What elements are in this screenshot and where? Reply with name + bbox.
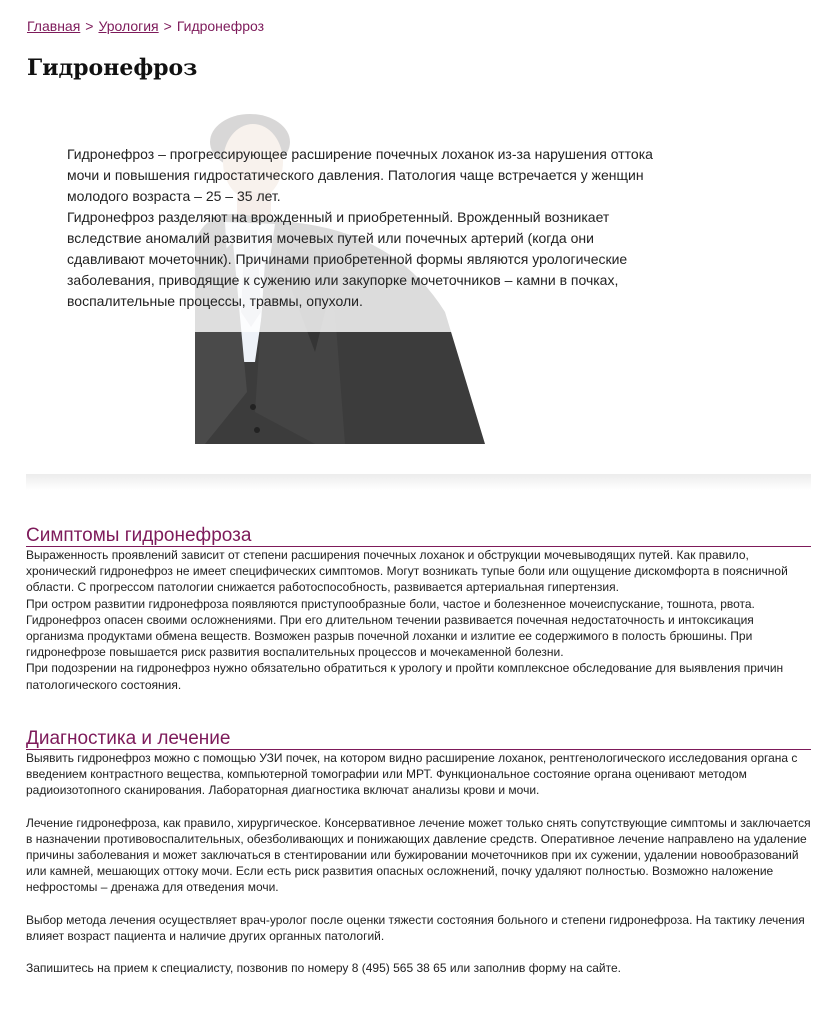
- symptoms-paragraph: При остром развитии гидронефроза появляются приступообразные боли, частое и болезненное мочеиспускание, тошнота, рвота.: [26, 596, 755, 611]
- symptoms-section: [26, 525, 811, 693]
- breadcrumb-home-link[interactable]: Главная: [27, 18, 81, 34]
- hero-intro-text: [67, 144, 657, 312]
- breadcrumb-separator: >: [85, 18, 94, 34]
- diagnosis-paragraph: Выявить гидронефроз можно с помощью УЗИ почек, на котором видно расширение лоханок, рентгенологического исследования органа с введением контрастного вещества, компьютерной томографии или МРТ. Функциональное состояние органа оценивают методом радиоизотопного сканирования. Лабораторная диагностика включат анализы крови и мочи.: [26, 751, 798, 798]
- hero-paragraph: Гидронефроз – прогрессирующее расширение почечных лоханок из-за нарушения оттока мочи и повышения гидростатического давления. Патология чаще встречается у женщин молодого возраста – 25 – 35 лет.: [67, 146, 653, 204]
- diagnosis-section: [26, 728, 811, 976]
- diagnosis-body: [26, 750, 811, 976]
- symptoms-body: [26, 547, 811, 693]
- symptoms-paragraph: Гидронефроз опасен своими осложнениями. При его длительном течении развивается почечная недостаточность и интоксикация организма продуктами обмена веществ. Возможен разрыв почечной лоханки и излитие ее содержимого в полость брюшины. При гидронефрозе повышается риск развития воспалительных процессов и мочекаменной болезни.: [26, 612, 754, 660]
- symptoms-paragraph: При подозрении на гидронефроз нужно обязательно обратиться к урологу и пройти комплексное обследование для выявления причин патологического состояния.: [26, 661, 784, 692]
- page-title: Гидронефроз: [27, 55, 198, 81]
- symptoms-paragraph: Выраженность проявлений зависит от степени расширения почечных лоханок и обструкции мочевыводящих путей. Как правило, хронический гидронефроз не имеет специфических симптомов. Могут возникать тупые боли или ощущение дискомфорта в поясничной области. С прогрессом патологии снижается работоспособность, развивается артериальная гипертензия.: [26, 548, 788, 595]
- hero-paragraph: Гидронефроз разделяют на врожденный и приобретенный. Врожденный возникает вследствие аномалий развития мочевых путей или почечных артерий (когда они сдавливают мочеточник). Причинами приобретенной формы являются урологические заболевания, приводящие к сужению или закупорке мочеточников – камни в почках, воспалительные процессы, травмы, опухоли.: [67, 209, 628, 309]
- breadcrumb-category-link[interactable]: Урология: [98, 18, 159, 34]
- breadcrumb: [27, 18, 264, 34]
- diagnosis-paragraph: Лечение гидронефроза, как правило, хирургическое. Консервативное лечение может только снять сопутствующие симптомы и заключается в назначении противовоспалительных, обезболивающих и понижающих давление средств. Оперативное лечение направлено на удаление причины заболевания и может заключаться в стентировании или бужировании мочеточников при их сужении, удалении новообразований или камней, мешающих оттоку мочи. Если есть риск развития опасных осложнений, почку удаляют полностью. Возможно наложение нефростомы – дренажа для отведения мочи.: [26, 815, 811, 895]
- symptoms-heading: Симптомы гидронефроза: [26, 525, 811, 547]
- breadcrumb-current: Гидронефроз: [176, 18, 265, 34]
- section-divider: [26, 474, 811, 490]
- hero-banner: [27, 112, 811, 444]
- diagnosis-heading: Диагностика и лечение: [26, 728, 811, 750]
- breadcrumb-separator: >: [163, 18, 172, 34]
- diagnosis-paragraph: Выбор метода лечения осуществляет врач-уролог после оценки тяжести состояния больного и степени гидронефроза. На тактику лечения влияет возраст пациента и наличие других органных патологий.: [26, 912, 805, 943]
- appointment-paragraph: Запишитесь на прием к специалисту, позвонив по номеру 8 (495) 565 38 65 или заполнив форму на сайте.: [26, 961, 622, 976]
